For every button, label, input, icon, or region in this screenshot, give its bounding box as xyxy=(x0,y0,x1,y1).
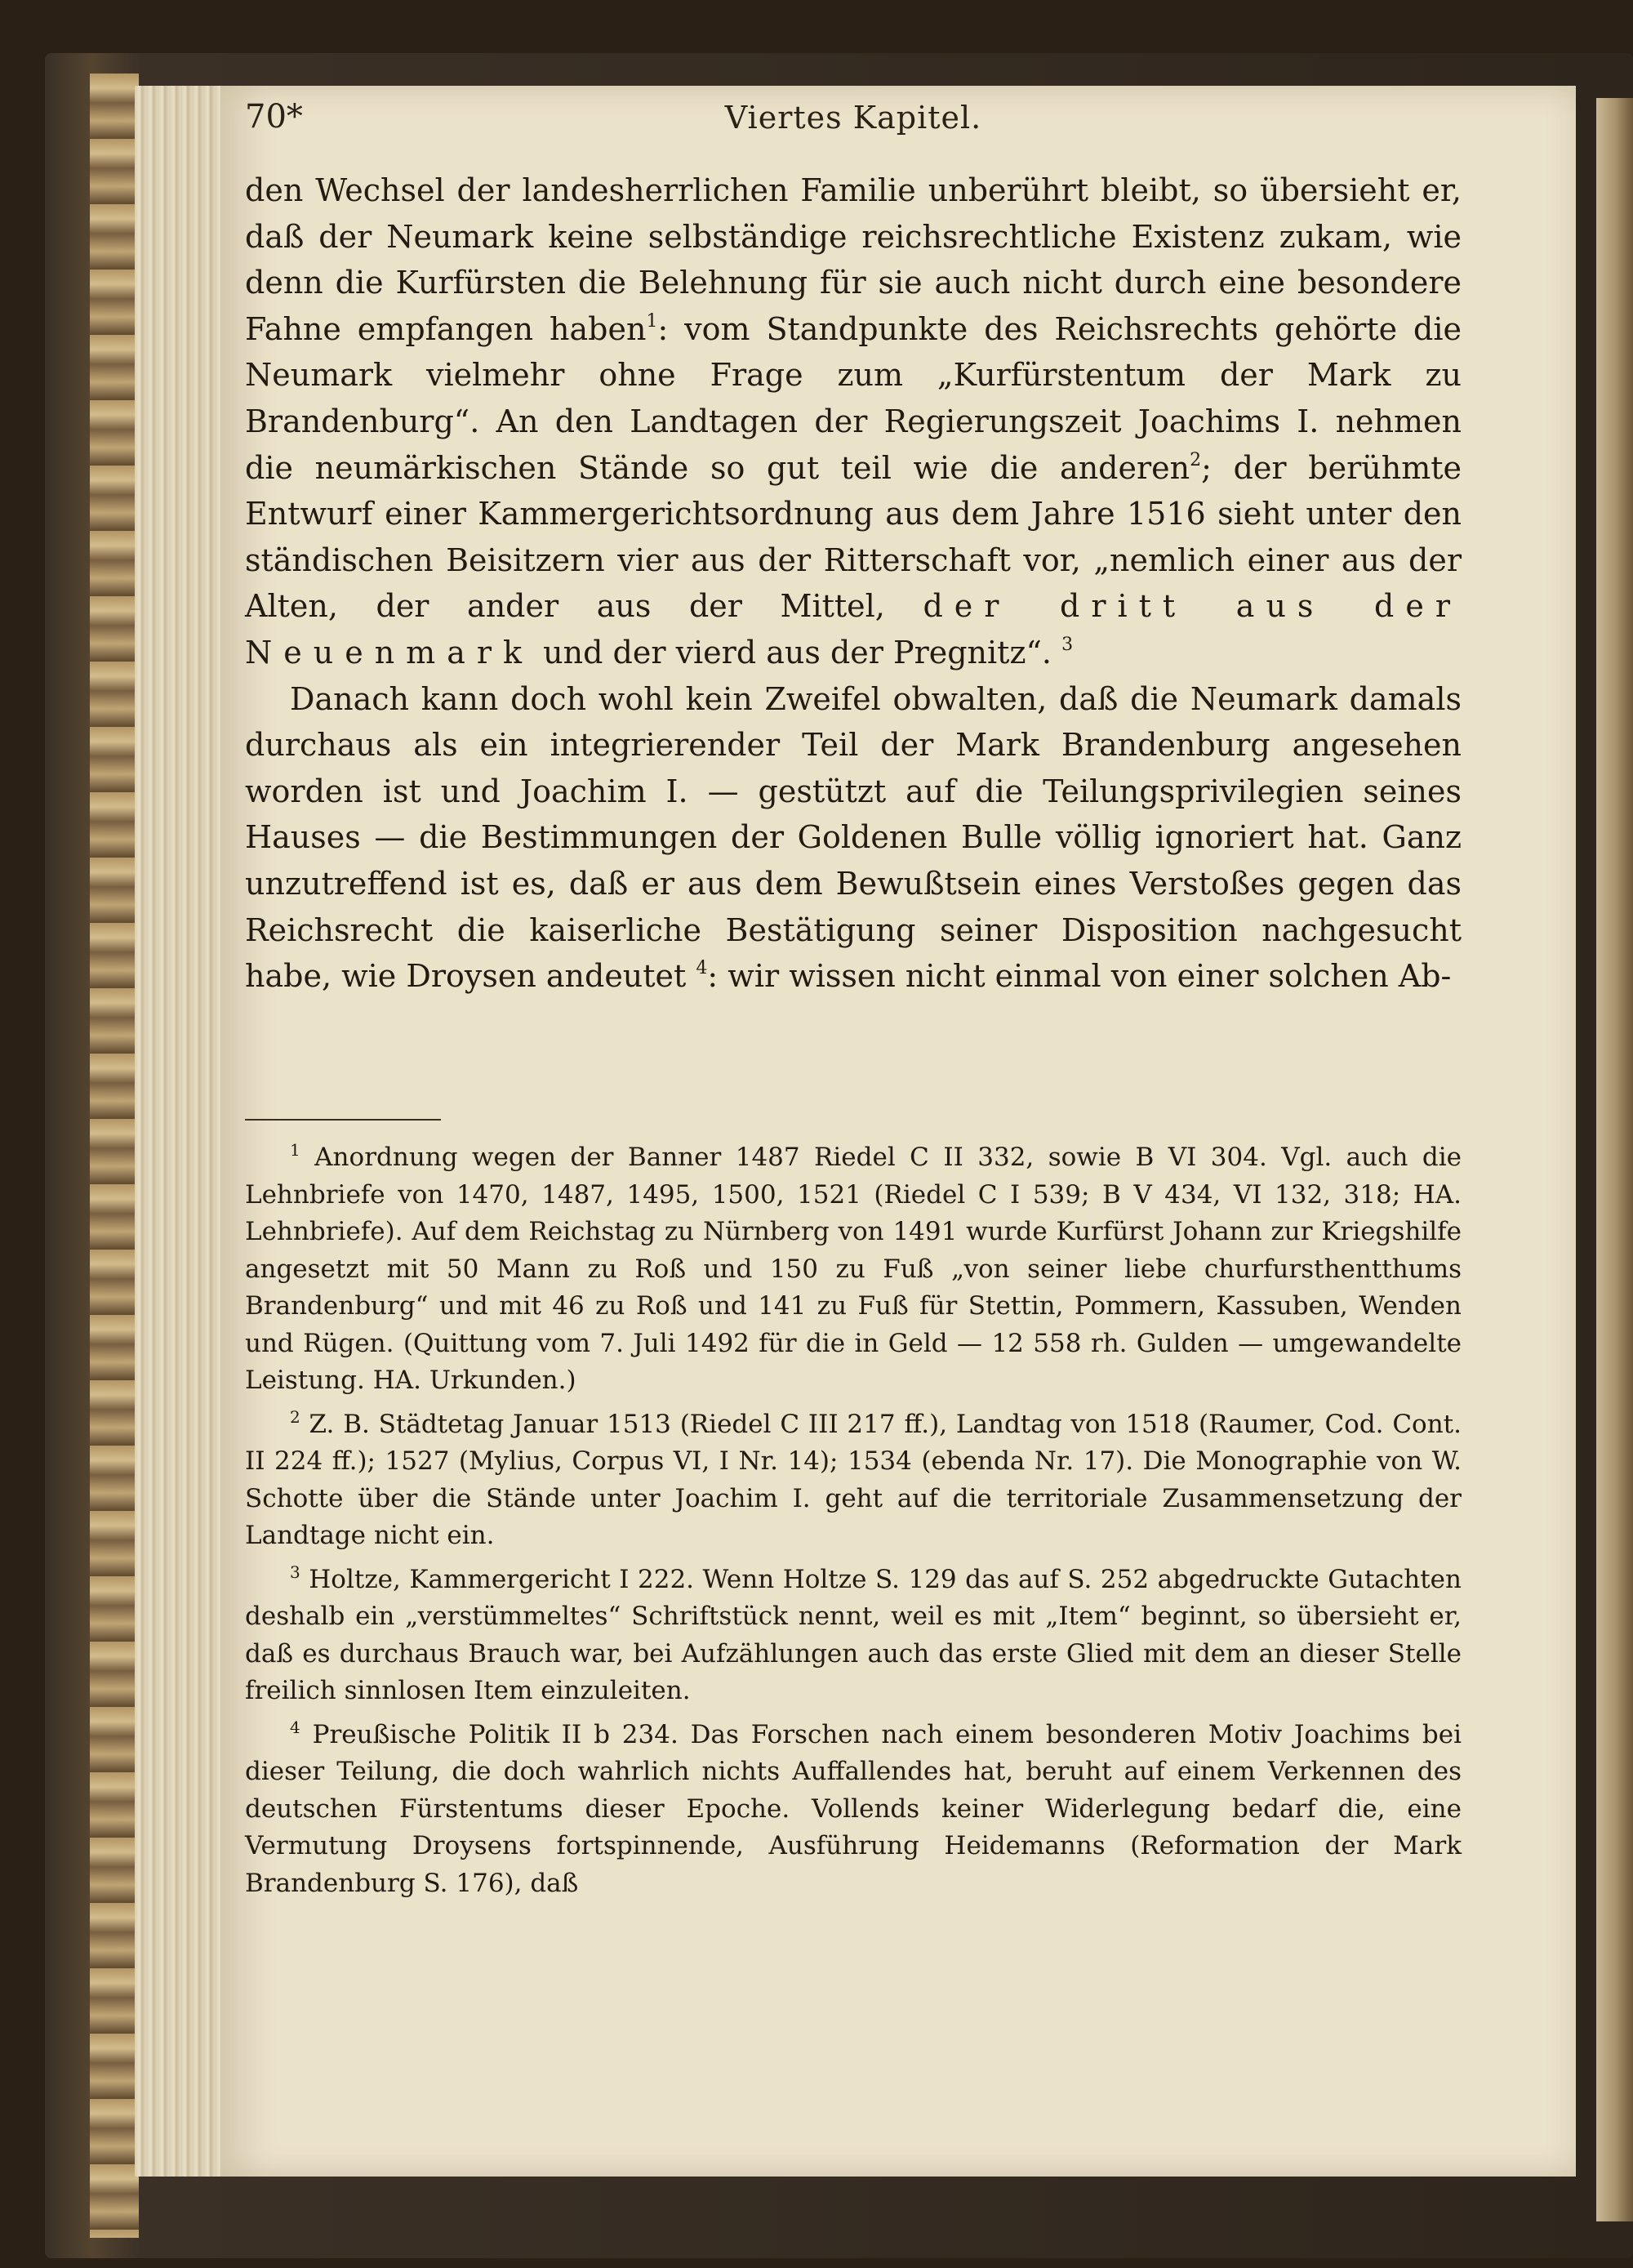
footnote-number: 2 xyxy=(290,1406,300,1427)
footnotes xyxy=(245,1139,1462,1902)
footnote-ref: 4 xyxy=(696,958,708,979)
page-edges xyxy=(135,86,233,2177)
running-title: Viertes Kapitel. xyxy=(724,100,982,136)
text-run: : wir wissen nicht einmal von einer solchen Ab- xyxy=(707,958,1452,995)
footnote-text: Anordnung wegen der Banner 1487 Riedel C II 332, sowie B VI 304. Vgl. auch die Lehnbriefe von 1470, 1487, 1495, 1500, 1521 (Riedel C I 539; B V 434, VI 132, 318; HA. Lehnbriefe). Auf dem Reichstag zu Nürnberg von 1491 wurde Kurfürst Johann zur Kriegshilfe angesetzt mit 50 Mann zu Roß und 150 zu Fuß „von seiner liebe churfursthentthums Brandenburg“ und mit 46 zu Roß und 141 zu Fuß für Stettin, Pommern, Kassuben, Wenden und Rügen. (Quittung vom 7. Juli 1492 für die in Geld — 12 558 rh. Gulden — umgewandelte Leistung. HA. Urkunden.) xyxy=(245,1143,1462,1395)
text-run: und der vierd aus der Pregnitz“. xyxy=(543,634,1052,671)
footnote-4 xyxy=(245,1717,1462,1903)
footnote-2 xyxy=(245,1406,1462,1555)
footnote-3 xyxy=(245,1562,1462,1710)
footnote-text: Preußische Politik II b 234. Das Forschen nach einem besonderen Motiv Joachims bei dieser Teilung, die doch wahrlich nichts Auffallendes hat, beruht auf einem Verkennen des deutschen Fürstentums dieser Epoche. Vollends keiner Widerlegung bedarf die, eine Vermutung Droysens fortspinnende, Ausführung Heidemanns (Reformation der Mark Brandenburg S. 176), daß xyxy=(245,1719,1462,1898)
text-run: Danach kann doch wohl kein Zweifel obwalten, daß die Neumark damals durchaus als ein integrierender Teil der Mark Brandenburg angesehen worden ist und Joachim I. — gestützt auf die Teilungsprivilegien seines Hauses — die Bestimmungen der Goldenen Bulle völlig ignoriert hat. Ganz unzutreffend ist es, daß er aus dem Bewußtsein eines Verstoßes gegen das Reichsrecht die kaiserliche Bestätigung seiner Disposition nachgesucht habe, wie Droysen andeutet xyxy=(245,680,1462,995)
footnote-ref: 2 xyxy=(1190,449,1202,470)
footnote-1 xyxy=(245,1139,1462,1400)
main-text xyxy=(245,167,1462,1000)
spaced-text: der dritt aus der Neuenmark xyxy=(245,588,1462,671)
footnote-separator xyxy=(245,1119,441,1121)
footnote-number: 1 xyxy=(290,1140,300,1160)
page-number: 70* xyxy=(245,98,303,136)
footnote-number: 4 xyxy=(290,1717,300,1737)
marbled-edge xyxy=(90,74,139,2238)
footnote-ref: 1 xyxy=(646,310,658,332)
text-run: ; der berühmte Entwurf einer Kammergerichtsordnung aus dem Jahre 1516 sieht unter den ständischen Beisitzern vier aus der Ritterschaft vor, „nemlich einer aus der Alten, der ander aus der Mittel, xyxy=(245,449,1462,625)
paragraph-1 xyxy=(245,167,1462,676)
text-run: : vom Standpunkte des Reichsrechts gehörte die Neumark vielmehr ohne Frage zum „Kurfürstentum der Mark zu Brandenburg“. An den Landtagen der Regierungszeit Joachims I. nehmen die neumärkischen Stände so gut teil wie die anderen xyxy=(245,310,1462,486)
text-run: den Wechsel der landesherrlichen Familie unberührt bleibt, so übersieht er, daß der Neumark keine selbständige reichsrechtliche Existenz zukam, wie denn die Kurfürsten die Belehnung für sie auch nicht durch eine besondere Fahne empfangen haben xyxy=(245,172,1462,347)
footnote-ref: 3 xyxy=(1061,634,1074,655)
page-header xyxy=(245,98,1462,155)
footnote-text: Holtze, Kammergericht I 222. Wenn Holtze S. 129 das auf S. 252 abgedruckte Gutachten deshalb ein „verstümmeltes“ Schriftstück nennt, weil es mit „Item“ beginnt, so übersieht er, daß es durchaus Brauch war, bei Aufzählungen auch das erste Glied mit dem an dieser Stelle freilich sinnlosen Item einzuleiten. xyxy=(245,1564,1462,1705)
paragraph-2 xyxy=(245,676,1462,1000)
footnote-number: 3 xyxy=(290,1562,300,1582)
right-page-edge xyxy=(1596,98,1633,2221)
footnote-text: Z. B. Städtetag Januar 1513 (Riedel C III 217 ff.), Landtag von 1518 (Raumer, Cod. Cont. II 224 ff.); 1527 (Mylius, Corpus VI, I Nr. 14); 1534 (ebenda Nr. 17). Die Monographie von W. Schotte über die Stände unter Joachim I. geht auf die territoriale Zusammensetzung der Landtage nicht ein. xyxy=(245,1409,1462,1550)
